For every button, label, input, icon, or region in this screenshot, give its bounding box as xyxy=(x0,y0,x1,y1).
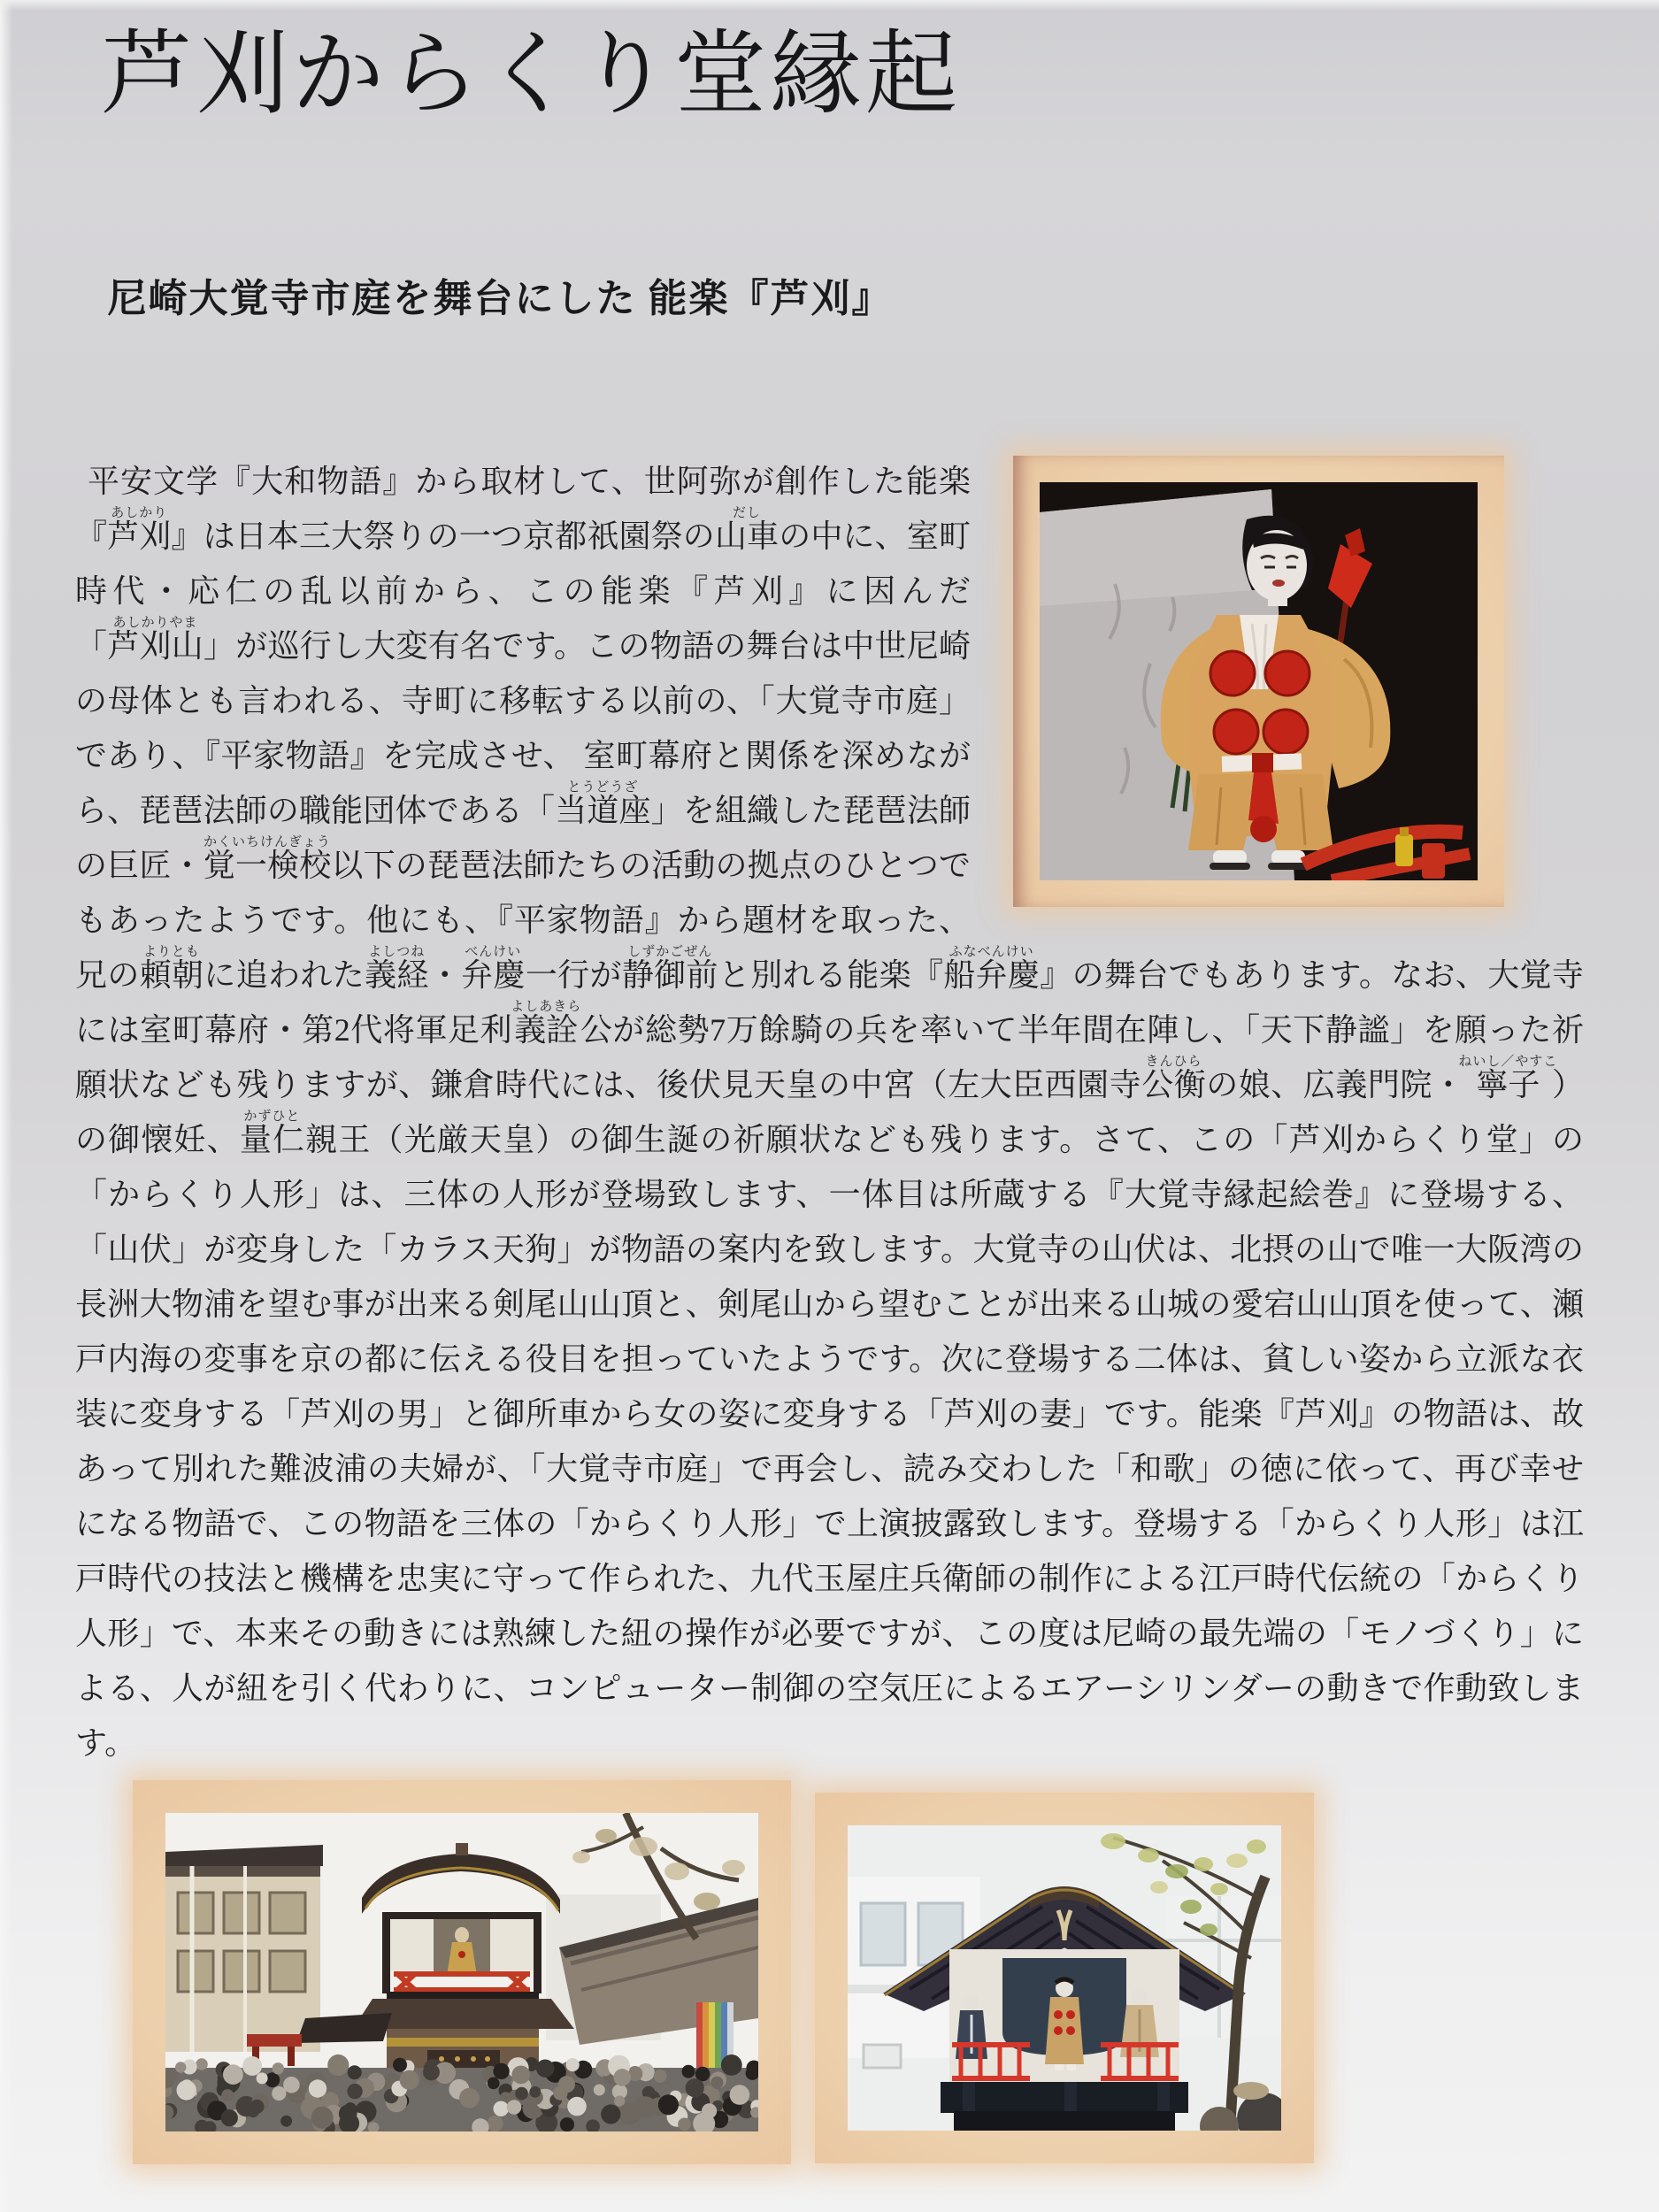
puppet-photo-illustration xyxy=(1040,482,1478,880)
stage-photo-frame xyxy=(815,1793,1314,2163)
puppet-photo-frame xyxy=(1013,456,1504,907)
stage-base xyxy=(941,2082,1188,2131)
puppet-photo xyxy=(1013,456,1504,912)
stage-photo-illustration xyxy=(848,1825,1281,2131)
body-paragraph: 平安文学『大和物語』から取材して、世阿弥が創作した能楽『芦刈あしかり』は日本三大祭りの一つ京都祇園祭の山車だしの中に、室町時代・応仁の乱以前から、この能楽『芦刈』に因んだ「芦刈山あしかりやま」が巡行し大変有名です。この物語の舞台は中世尼崎の母体とも言われる、寺町に移転する以前の、「大覚寺市庭」であり、『平家物語』を完成させ、 室町幕府と関係を深めながら、琵琶法師の職能団体である「当道座とうどうざ」を組織した琵琶法師の巨匠・覚一検校かくいちけんぎょう以下の琵琶法師たちの活動の拠点のひとつでもあったようです。他にも、『平家物語』から題材を取った、兄の頼朝よりともに追われた義経よしつね・弁慶べんけい一行が静御前しずかごぜんと別れる能楽『船弁慶ふなべんけい』の舞台でもあります。なお、大覚寺には室町幕府・第2代将軍足利義詮よしあきら公が総勢7万餘騎の兵を率いて半年間在陣し、「天下静謐」を願った祈願状なども残りますが、鎌倉時代には、後伏見天皇の中宮（左大臣西園寺公衡きんひらの娘、広義門院・寧子ねいし／やすこ）の御懐妊、量仁かずひと親王（光厳天皇）の御生誕の祈願状なども残ります。さて、この「芦刈からくり堂」の「からくり人形」は、三体の人形が登場致します、一体目は所蔵する『大覚寺縁起絵巻』に登場する、「山伏」が変身した「カラス天狗」が物語の案内を致します。大覚寺の山伏は、北摂の山で唯一大阪湾の長洲大物浦を望む事が出来る剣尾山山頂と、剣尾山から望むことが出来る山城の愛宕山山頂を使って、瀬戸内海の変事を京の都に伝える役目を担っていたようです。次に登場する二体は、貧しい姿から立派な衣装に変身する「芦刈の男」と御所車から女の姿に変身する「芦刈の妻」です。能楽『芦刈』の物語は、故あって別れた難波浦の夫婦が、「大覚寺市庭」で再会し、読み交わした「和歌」の徳に依って、再び幸せになる物語で、この物語を三体の「からくり人形」で上演披露致します。登場する「からくり人形」は江戸時代の技法と機構を忠実に守って作られた、九代玉屋庄兵衛師の制作による江戸時代伝統の「からくり人形」で、本来その動きには熟練した紐の操作が必要ですが、この度は尼崎の最先端の「モノづくり」による、人が紐を引く代わりに、コンピューター制御の空気圧によるエアーシリンダーの動きで作動致します。 xyxy=(75,464,1584,1762)
float-photo xyxy=(133,1780,791,2164)
poster-subtitle: 尼崎大覚寺市庭を舞台にした 能楽『芦刈』 xyxy=(107,277,893,321)
poster-title: 芦刈からくり堂縁起 xyxy=(100,24,961,126)
poster-body-text xyxy=(75,454,1584,1770)
float-photo-frame xyxy=(133,1780,791,2164)
stage-photo xyxy=(815,1793,1314,2163)
float-photo-illustration xyxy=(165,1813,758,2131)
left-building xyxy=(165,1845,323,2052)
